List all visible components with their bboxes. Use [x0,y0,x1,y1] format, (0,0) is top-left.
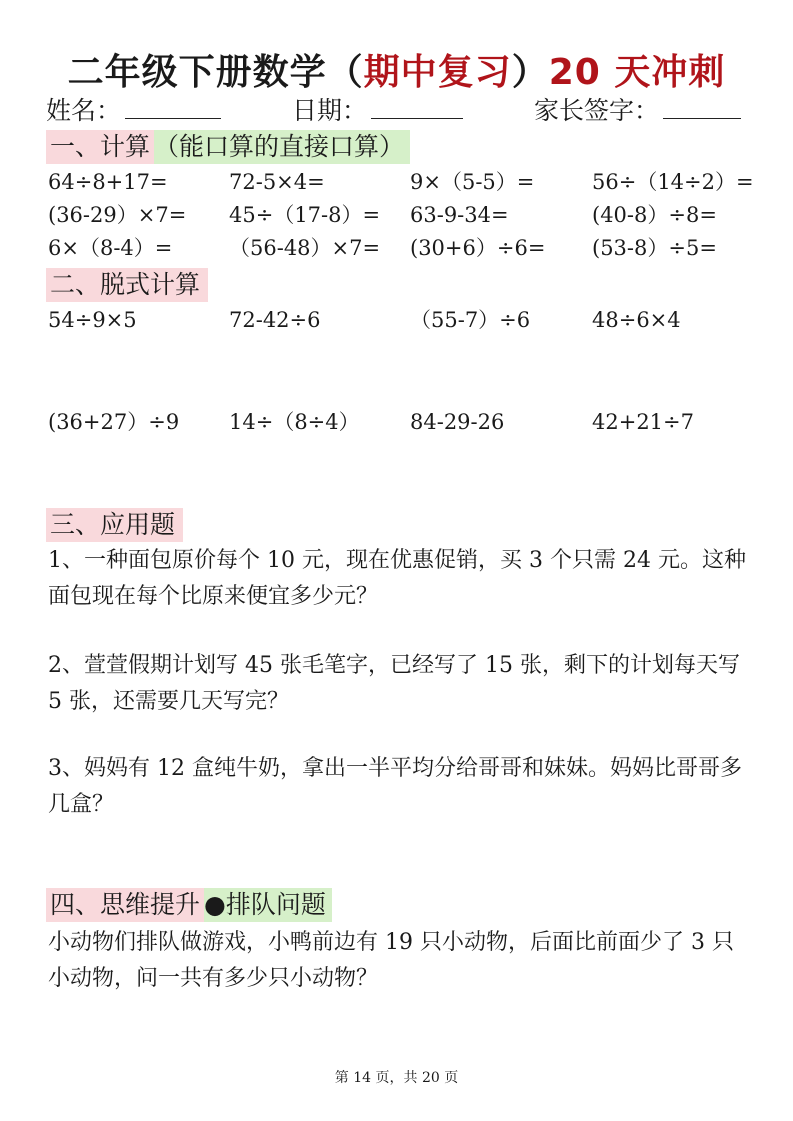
calc-expr: 64÷8+17= [48,170,168,194]
section-calc-note: （能口算的直接口算） [154,130,410,164]
parent-sign-label: 家长签字： [534,96,660,125]
step-expr: 84-29-26 [410,410,505,434]
step-expr: 54÷9×5 [48,308,137,332]
step-expr: 48÷6×4 [592,308,681,332]
calc-expr: 45÷（17-8）= [229,203,381,227]
section-think-heading [46,888,332,922]
problem-1: 1、一种面包原价每个 10 元，现在优惠促销，买 3 个只需 24 元。这种面包现在每个比原来便宜多少元？ [48,548,746,609]
calc-expr: (40-8）÷8= [592,203,717,227]
step-expr: （55-7）÷6 [410,308,531,332]
step-expr: (36+27）÷9 [48,410,180,434]
section-think-topic: ●排队问题 [204,888,332,922]
title-text-1: 二年级下册数学（ [67,52,364,93]
calc-expr: (36-29）×7= [48,203,187,227]
calc-expr: (30+6）÷6= [410,236,546,260]
date-field [292,94,463,128]
problem-3: 3、妈妈有 12 盒纯牛奶，拿出一半平均分给哥哥和妹妹。妈妈比哥哥多几盒？ [48,756,742,817]
calc-expr: （56-48）×7= [229,236,381,260]
parent-sign-blank [663,96,741,119]
name-field [46,94,221,128]
calc-expr: 72-5×4= [229,170,325,194]
problem-2: 2、萱萱假期计划写 45 张毛笔字，已经写了 15 张，剩下的计划每天写 5 张，还需要几天写完？ [48,653,740,714]
think-problem: 小动物们排队做游戏，小鸭前边有 19 只小动物，后面比前面少了 3 只小动物，问一共有多少只小动物？ [48,930,734,991]
step-expr: 42+21÷7 [592,410,694,434]
calc-expr: (53-8）÷5= [592,236,717,260]
date-label: 日期： [292,96,368,125]
calc-expr: 9×（5-5）= [410,170,535,194]
section-calc-heading [46,130,410,164]
title-text-highlight: 期中复习 [363,52,512,93]
calc-expr: 6×（8-4）= [48,236,173,260]
title-text-3: ） [511,52,549,93]
step-expr: 72-42÷6 [229,308,321,332]
calc-expr: 56÷（14÷2）= [592,170,754,194]
page-footer: 第 14 页，共 20 页 [334,1070,459,1086]
parent-sign-field [534,94,741,128]
section-think-label: 四、思维提升 [46,888,204,922]
title-text-days: 20 天冲刺 [548,52,726,93]
date-blank [371,96,463,119]
section-step-heading: 二、脱式计算 [46,268,208,302]
step-expr: 14÷（8÷4） [229,410,360,434]
calc-expr: 63-9-34= [410,203,509,227]
section-apply-heading: 三、应用题 [46,508,183,542]
section-calc-label: 一、计算 [46,130,154,164]
name-blank [125,96,221,119]
name-label: 姓名： [46,96,122,125]
